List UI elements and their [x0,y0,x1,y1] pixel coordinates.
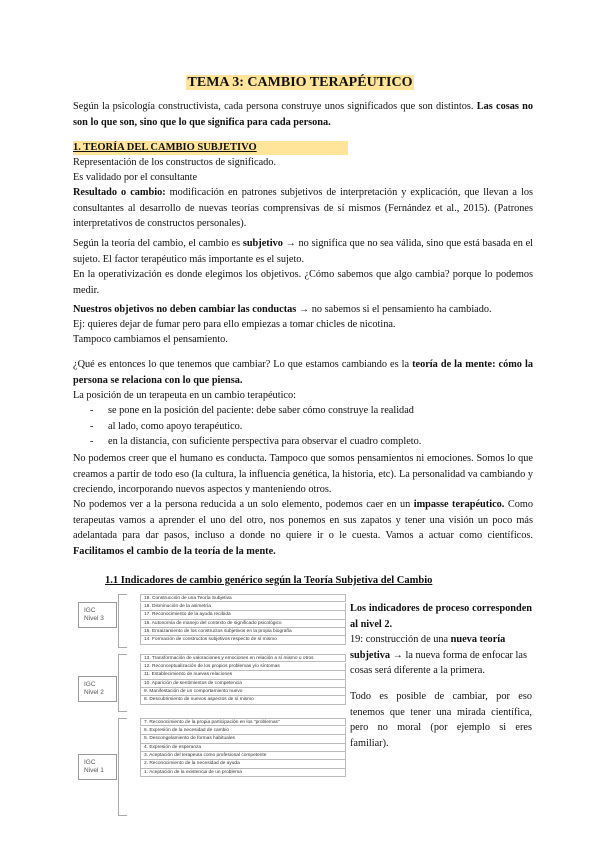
operativization-paragraph: En la operativización es donde elegimos los objetivos. ¿Cómo sabemos que algo cambia? porque lo podemos medir. [73,269,533,296]
indicator-item: 13. Transformación de valoraciones y emociones en relación a sí mismo u otros [140,654,346,662]
indicator-item: 3. Aceptación del terapeuta como profesional competente [140,752,346,760]
intro-paragraph: Según la psicología constructivista, cada persona construye unos significados que son distintos. Las cosas no son lo que son, sino que lo que significa para cada persona. [73,101,534,128]
indicator-item: 7. Reconocimiento de la propia participación en los "problemas" [140,718,346,726]
level-2-brace [118,654,127,712]
list-item: - en la distancia, con suficiente perspectiva para observar el cuadro completo. [90,436,422,448]
therapist-position-list [90,403,530,450]
subjective-paragraph: Según la teoría del cambio, el cambio es subjetivo → no significa que no sea válida, sino que está basada en el sujeto. El factor terapéutico más importante es el sujeto. [73,238,533,265]
section-1-line1: Representación de los constructos de significado. [73,157,277,168]
list-item: - al lado, como apoyo terapéutico. [90,420,243,432]
theory-of-mind-paragraph: ¿Qué es entonces lo que tenemos que cambiar? Lo que estamos cambiando es la teoría de la mente: cómo la persona se relaciona con lo que piensa. [73,359,533,386]
thought-line: Tampoco cambiamos el pensamiento. [73,334,228,345]
page-title: TEMA 3: CAMBIO TERAPÉUTICO [187,75,413,90]
indicator-item: 9. Manifestación de un comportamiento nuevo [140,688,346,696]
indicator-item: 19. Construcción de una Teoría Subjetiva [140,594,346,602]
indicator-item: 16. Autonomía de manejo del contexto de significado psicológico [140,620,346,628]
indicator-item: 12. Reconceptualización de los propios problemas y/o síntomas [140,663,346,671]
level-1-label: IGC Nivel 1 [78,754,117,780]
level-1-brace [118,718,127,816]
level-3-brace [118,594,127,648]
section-1-line2: Es validado por el consultante [73,172,198,183]
indicator-item: 18. Disminución de la asimetría [140,603,346,611]
level-2-label: IGC Nivel 2 [78,676,117,702]
list-item: - se pone en la posición del paciente: debe saber cómo construye la realidad [90,405,414,416]
indicator-item: 15. Enraizamiento de los constructos subjetivos en la propia biografía [140,628,346,636]
human-paragraph: No podemos creer que el humano es conducta. Tampoco que somos pensamientos ni emociones. Somos lo que creamos a partir de todo eso (la cultura, la influencia genética, la historia, etc). La personalidad va cambiando y creciendo, incorporando nuevos aspectos y manteniendo otros. [73,453,533,496]
indicator-item: 5. Descongelamiento de formas habituales [140,735,346,743]
therapist-position-line: La posición de un terapeuta en un cambio terapéutico: [73,390,297,401]
indicator-item: 10. Aparición de sentimientos de competencia [140,680,346,688]
side-note-level: Los indicadores de proceso corresponden al nivel 2. [350,603,532,630]
indicator-item: 17. Reconocimiento de la ayuda recibida [140,611,346,619]
indicator-item: 14. Formación de constructos subjetivos respecto de sí mismo [140,636,346,644]
result-paragraph: Resultado o cambio: modificación en patrones subjetivos de interpretación y explicación, que llevan a los consultantes al desarrollo de nuevas teorías comprensivas de sí mismos (Fernández et al., 2015). (Patrones interpretativos de constructos personales). [73,187,533,230]
side-note-change: Todo es posible de cambiar, por eso tenemos que tener una mirada científica, pero no moral (por ejemplo si eres familiar). [350,691,532,749]
indicator-item: 1. Aceptación de la existencia de un problema [140,769,346,777]
indicator-item: 6. Expresión de la necesidad de cambio [140,727,346,735]
igc-indicators-figure [68,592,348,775]
indicator-item: 11. Establecimiento de nuevas relaciones [140,671,346,679]
section-1-1-heading: 1.1 Indicadores de cambio genérico según la Teoría Subjetiva del Cambio [105,575,433,586]
indicator-item: 2. Reconocimiento de la necesidad de ayuda [140,760,346,768]
side-note-19: 19: construcción de una nueva teoría subjetiva → la nueva forma de enfocar las cosas será diferente a la primera. [350,634,527,677]
objectives-paragraph: Nuestros objetivos no deben cambiar las conductas → no sabemos si el pensamiento ha cambiado. [73,304,492,315]
example-line: Ej: quieres dejar de fumar pero para ello empiezas a tomar chicles de nicotina. [73,319,396,330]
impasse-paragraph: No podemos ver a la persona reducida a un solo elemento, podemos caer en un impasse terapéutico. Como terapeutas vamos a aprender el uno del otro, nos ponemos en sus zapatos y tener una visión un poco más adelantada para dar pasos, incluso a donde no quiere ir o le cuesta. Vamos a actuar como científicos. Facilitamos el cambio de la teoría de la mente. [73,499,534,557]
indicator-item: 8. Descubrimiento de nuevos aspectos de sí mismo [140,696,346,704]
level-3-label: IGC Nivel 3 [78,602,117,628]
section-1-heading: 1. TEORÍA DEL CAMBIO SUBJETIVO [73,141,348,155]
indicator-item: 4. Expresión de esperanza [140,744,346,752]
